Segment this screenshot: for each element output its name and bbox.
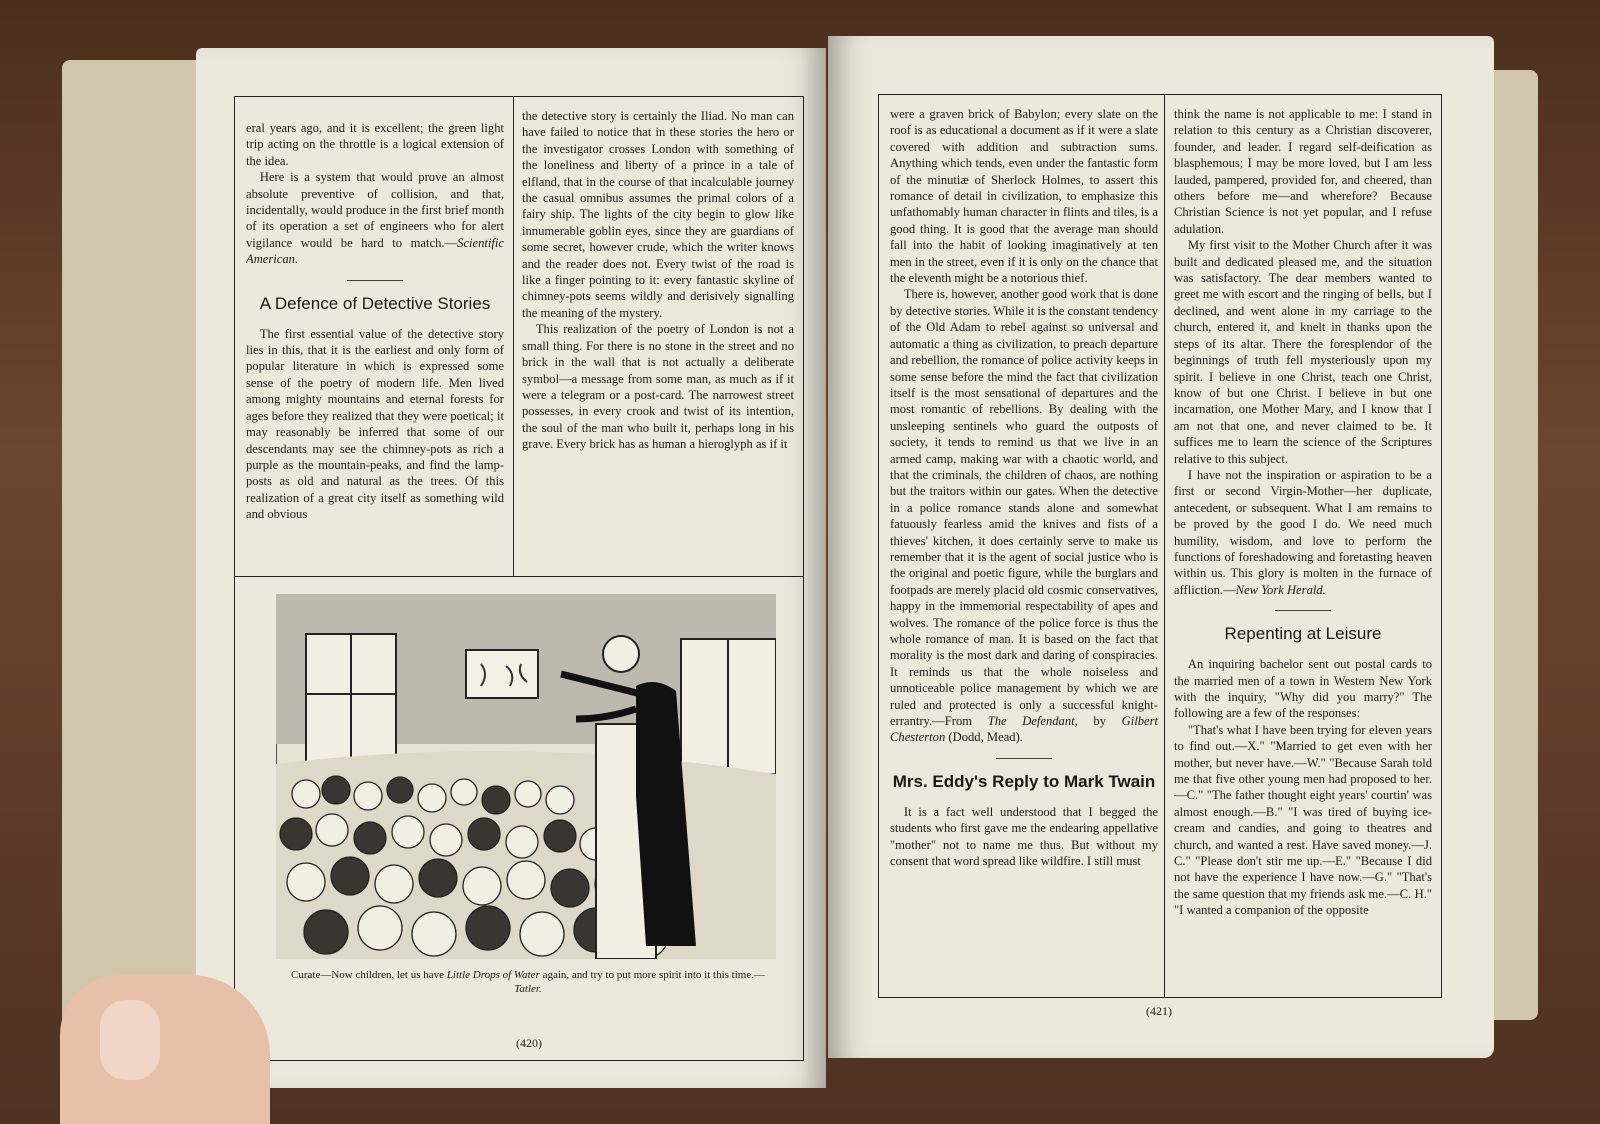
cartoon-illustration (276, 594, 776, 959)
paragraph: The first essential value of the detective story lies in this, that it is the earliest and only form of popular literature in which is expressed some sense of the poetry of modern life. Men lived among mighty mountains and eternal forests for ages before they realized that they were poetical; it may reasonably be inferred that some of our descendants may see the chimney-pots as rich a purple as the mountain-peaks, and find the lamp-posts as old and natural as the trees. Of this realization of a great city itself as something wild and obvious (246, 326, 504, 522)
cartoon-caption: Curate—Now children, let us have Little Drops of Water again, and try to put more spirit into it this time.—Tatler. (291, 969, 765, 995)
paragraph: Here is a system that would prove an almost absolute preventive of collision, and that, incidentally, would produce in the first brief month of its operation a set of engineers who for alert vigilance would be hard to match.—Scientific American. (246, 170, 504, 267)
article-heading: Mrs. Eddy's Reply to Mark Twain (892, 771, 1156, 791)
article-heading: Repenting at Leisure (1224, 624, 1382, 644)
paragraph: I have not the inspiration or aspiration to be a first or second Virgin-Mother—her duplicate, antecedent, or subsequent. What I am remains to be proved by the good I do. We need much humility, wisdom, and love to perform the functions of foreshadowing and foretasting heaven within us. This glory is molten in the furnace of affliction.—New York Herald. (1174, 467, 1432, 597)
left-section-rule (234, 576, 804, 577)
left-column-1 (246, 120, 504, 574)
section-ornament (347, 280, 403, 281)
left-page (196, 48, 826, 1088)
paragraph: "That's what I have been trying for eleven years to find out.—X." "Married to get even with her mother, but never have.—W." "Because Sarah told me that five other young men had proposed to her.—C." "The father thought eight years' courtin' was almost enough.—B." "I was tired of buying ice-cream and candies, and going to theatres and church, and wanted a rest. Have saved money.—J. C." "Please don't stir me up.—E." "Because I did not have the experience I have now.—G." "That's the same question that my friends ask me.—C. H." "I wanted a companion of the opposite (1174, 722, 1432, 918)
page-number: (421) (1146, 1004, 1172, 1018)
reader-thumb (60, 975, 270, 1124)
paragraph: An inquiring bachelor sent out postal cards to the married men of a town in Western New York with the inquiry, "Why did you marry?" The following are a few of the responses: (1174, 657, 1432, 721)
paragraph: It is a fact well understood that I begged the students who first gave me the endearing appellative "mother" not to name me thus. But without my consent that word spread like wildfire. I still must (890, 804, 1158, 869)
right-column-1 (890, 106, 1158, 994)
section-ornament (1275, 610, 1331, 611)
paragraph: My first visit to the Mother Church after it was built and dedicated pleased me, and the situation was satisfactory. The dear members wanted to greet me with escort and the ringing of bells, but I declined, and went alone in my carriage to the church, entered it, and knelt in thanks upon the steps of its altar. There the foresplendor of the beginnings of truth fell mysteriously upon my spirit. I believe in one Christ, teach one Christ, know of but one Christ. I believe in but one incarnation, one Mother Mary, and I know that I am not that one, and never claimed to be. It suffices me to learn the science of the Scriptures relative to this subject. (1174, 238, 1432, 466)
thumbnail (100, 1000, 160, 1080)
section-ornament (996, 758, 1052, 759)
page-number: (420) (516, 1036, 542, 1050)
paragraph: think the name is not applicable to me: I stand in relation to this century as a Christian discoverer, founder, and leader. I regard self-deification as blasphemous; I may be more loved, but I am less lauded, pampered, provided for, and cheered, than others before me—and wherefore? Because Christian Science is not yet popular, and I refuse adulation. (1174, 107, 1432, 236)
right-page (828, 36, 1494, 1058)
paragraph: This realization of the poetry of London is not a small thing. For there is no stone in the street and no brick in the wall that is not actually a deliberate symbol—a message from some man, as much as if it were a telegram or a post-card. The narrowest street possesses, in every crook and twist of its intention, the soul of the man who built it, perhaps long in his grave. Every brick has as human a hieroglyph as if it (522, 322, 794, 452)
paragraph: eral years ago, and it is excellent; the green light trip acting on the throttle is a logical extension of the idea. (246, 121, 504, 168)
paragraph: were a graven brick of Babylon; every slate on the roof is as educational a document as if it were a slate covered with addition and subtraction sums. Anything which tends, even under the fantastic form of the minutiæ of Sherlock Holmes, to assert this romance of detail in civilization, to emphasize this unfathomably human character in flints and tiles, is a good thing. It is good that the average man should fall into the habit of looking imaginatively at ten men in the street, even if it is only on the chance that the eleventh might be a notorious thief. (890, 107, 1158, 286)
left-column-divider (513, 96, 514, 576)
left-column-2 (522, 108, 794, 574)
paragraph: the detective story is certainly the Iliad. No man can have failed to notice that in these stories the hero or the investigator crosses London with something of the loneliness and liberty of a prince in a tale of elfland, that in the course of that incalculable journey the casual omnibus assumes the primal colors of a fairy ship. The lights of the city begin to glow like innumerable goblin eyes, since they are guardians of some secret, however crude, which the writer knows and the reader does not. Every twist of the road is like a finger pointing to it: every fantastic skyline of chimney-pots seems wildly and derisively signalling the meaning of the mystery. (522, 109, 794, 320)
paragraph: There is, however, another good work that is done by detective stories. While it is the constant tendency of the Old Adam to rebel against so universal and automatic a thing as civilization, to preach departure and rebellion, the romance of police activity keeps in some sense before the mind the fact that civilization itself is the most sensational of departures and the most romantic of rebellions. By dealing with the unsleeping sentinels who guard the outposts of society, it tends to remind us that we live in an armed camp, making war with a chaotic world, and that the criminals, the children of chaos, are nothing but the traitors within our gates. When the detective in a police romance stands alone and somewhat fatuously fearless amid the knives and fists of a thieves' kitchen, it does certainly serve to make us remember that it is the agent of social justice who is the original and poetic figure, while the burglars and footpads are merely placid old cosmic conservatives, happy in the immemorial respectability of apes and wolves. The romance of the police force is thus the whole romance of man. It is based on the fact that morality is the most dark and daring of conspiracies. It reminds us that the whole noiseless and unnoticeable police management by which we are ruled and protected is only a successful knight-errantry.—From The Defendant, by Gilbert Chesterton (Dodd, Mead). (890, 287, 1158, 745)
page-stack-left (62, 60, 212, 1060)
article-heading: A Defence of Detective Stories (259, 293, 491, 313)
right-column-divider (1164, 94, 1165, 998)
right-column-2 (1174, 106, 1432, 994)
